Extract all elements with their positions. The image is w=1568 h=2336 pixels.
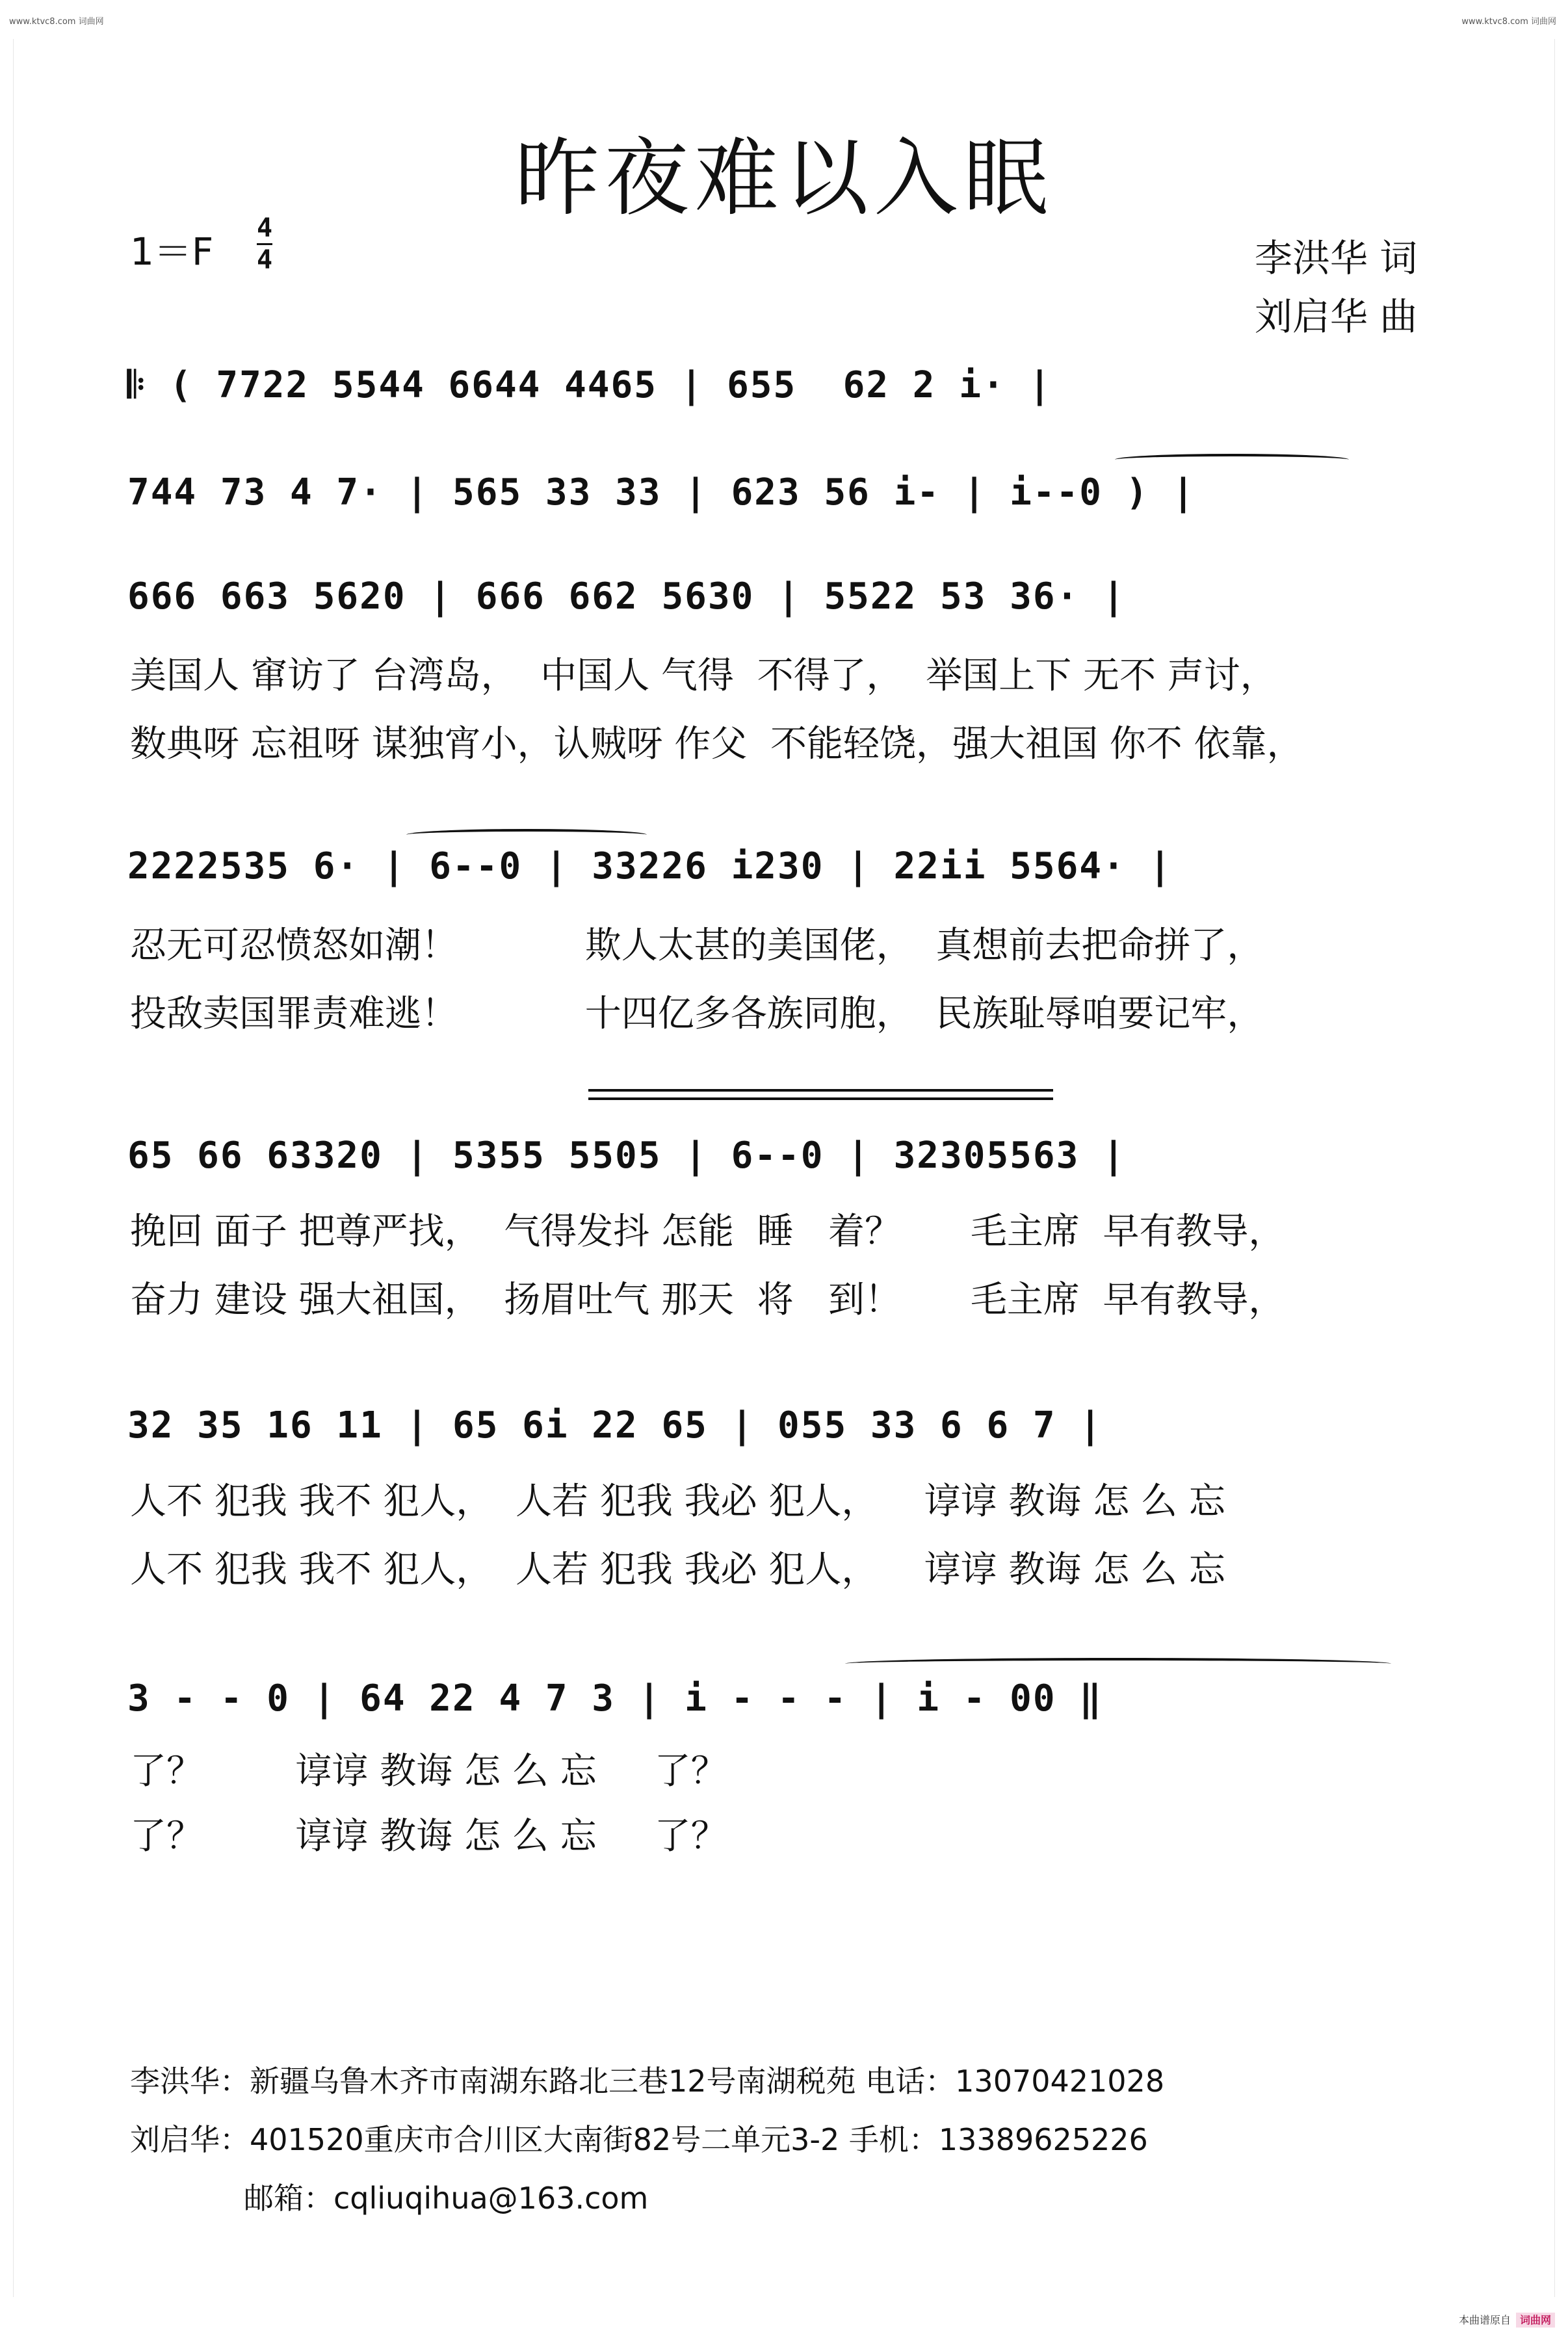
notation-row-6: 32 35 16 11 | 65 6i 22 65 | 055 33 6 6 7 | xyxy=(127,1404,1103,1447)
time-signature-top: 4 xyxy=(257,213,273,243)
contact-email: 邮箱：cqliuqihua@163.com xyxy=(244,2181,649,2216)
lyric-row-4-verse-2: 投敌卖国罪责难逃！ 十四亿多各族同胞， 民族耻辱咱要记牢， xyxy=(130,993,1264,1035)
lyric-row-4-verse-1: 忍无可忍愤怒如潮！ 欺人太甚的美国佬， 真想前去把命拼了， xyxy=(130,925,1264,967)
lyric-row-7-verse-2: 了？ 谆谆 教诲 怎 么 忘 了？ xyxy=(130,1815,727,1857)
right-margin-strip xyxy=(1554,39,1564,2297)
contact-composer: 刘启华：401520重庆市合川区大南街82号二单元3-2 手机：13389625226 xyxy=(130,2122,1148,2157)
composer-credit: 刘启华 曲 xyxy=(1255,295,1418,339)
lyric-row-3-verse-1: 美国人 窜访了 台湾岛， 中国人 气得 不得了， 举国上下 无不 声讨， xyxy=(130,655,1277,697)
lyric-row-5-verse-2: 奋力 建设 强大祖国， 扬眉吐气 那天 将 到！ 毛主席 早有教导， xyxy=(130,1279,1285,1321)
site-watermark-left: www.ktvc8.com 词曲网 xyxy=(9,17,104,27)
notation-row-3: 666 663 5620 | 666 662 5630 | 5522 53 36· | xyxy=(127,575,1126,618)
lyric-row-3-verse-2: 数典呀 忘祖呀 谋独宵小，认贼呀 作父 不能轻饶，强大祖国 你不 依靠， xyxy=(130,723,1303,765)
lyric-row-6-verse-1: 人不 犯我 我不 犯人， 人若 犯我 我必 犯人， 谆谆 教诲 怎 么 忘 xyxy=(130,1480,1225,1523)
crescendo-line xyxy=(588,1097,1053,1100)
notation-row-4: 2222535 6· | 6--0 | 33226 i230 | 22ii 5564· | xyxy=(127,845,1173,887)
source-stamp-brand: 词曲网 xyxy=(1516,2313,1555,2328)
time-signature xyxy=(257,215,272,274)
song-title: 昨夜难以入眠 xyxy=(514,129,1053,228)
notation-row-5: 65 66 63320 | 5355 5505 | 6--0 | 32305563 | xyxy=(127,1135,1126,1177)
lyric-row-6-verse-2: 人不 犯我 我不 犯人， 人若 犯我 我必 犯人， 谆谆 教诲 怎 么 忘 xyxy=(130,1549,1225,1591)
contact-lyricist: 李洪华：新疆乌鲁木齐市南湖东路北三巷12号南湖税苑 电话：13070421028 xyxy=(130,2064,1165,2099)
lyric-row-5-verse-1: 挽回 面子 把尊严找， 气得发抖 怎能 睡 着？ 毛主席 早有教导， xyxy=(130,1211,1285,1253)
tie-arc xyxy=(406,829,647,841)
time-signature-bottom: 4 xyxy=(257,245,273,275)
tie-arc xyxy=(845,1658,1391,1670)
notation-row-1: 𝄆 ( 7722 5544 6644 4465 | 655 62 2 i· | xyxy=(127,364,1052,406)
notation-row-7: 3 - - 0 | 64 22 4 7 3 | i - - - | i - 00 ‖ xyxy=(127,1677,1103,1720)
source-stamp xyxy=(1459,2312,1555,2327)
source-stamp-text: 本曲谱原自 xyxy=(1458,2314,1511,2326)
lyricist-credit: 李洪华 词 xyxy=(1255,236,1418,280)
lyric-row-7-verse-1: 了？ 谆谆 教诲 怎 么 忘 了？ xyxy=(130,1750,727,1792)
left-margin-strip xyxy=(4,39,14,2297)
notation-row-2: 744 73 4 7· | 565 33 33 | 623 56 i- | i--0 ) | xyxy=(127,471,1196,514)
tie-arc xyxy=(1115,454,1349,466)
site-watermark-right: www.ktvc8.com 词曲网 xyxy=(1461,17,1556,27)
crescendo-line xyxy=(588,1089,1053,1092)
key-signature: 1＝F xyxy=(130,230,214,274)
